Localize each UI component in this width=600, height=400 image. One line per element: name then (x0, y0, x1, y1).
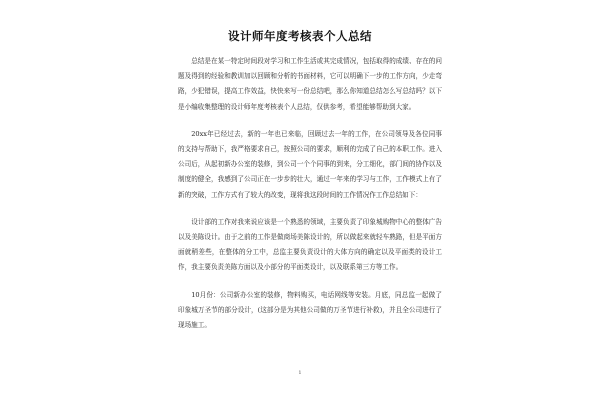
document-title: 设计师年度考核表个人总结 (228, 29, 372, 43)
paragraph-october: 10月份：公司新办公室的装修，物料购买，电话网线等安装。月底，同总监一起做了印象城万圣节的部分设计，(这部分是为其他公司做的万圣节进行补救)，并且全公司进行了现场施工。 (178, 290, 442, 330)
paragraph-review: 20xx年已经过去，新的一年也已来临，回顾过去一年的工作，在公司领导及各位同事的支持与帮助下，我严格要求自己，按照公司的要求，顺利的完成了自己的本职工作。进入公司后，从起初新办公室的装修，到公司一个个同事的到来，分工细化，部门间的协作以及制度的健全，我感到了公司正在一步步的壮大，通过一年来的学习与工作，工作模式上有了新的突破，工作方式有了较大的改变，现将我这段时间的工作情况作工作总结如下： (178, 129, 442, 199)
document-body (178, 54, 442, 345)
page-number: 1 (298, 370, 302, 376)
paragraph-design-dept: 设计部的工作对我来说应该是一个熟悉的领域，主要负责了印象城购物中心的整体广告以及美陈设计。由于之前的工作是做商场美陈设计的，所以做起来就轻车熟路，但是平面方面就稍差些，在整体的分工中，总监主要负责设计的大体方向的确定以及平面类的设计工作，我主要负责美陈方面以及小部分的平面类设计，以及联系第三方等工作。 (178, 217, 442, 272)
paragraph-intro: 总结是在某一特定时间段对学习和工作生活或其完成情况，包括取得的成绩、存在的问题及得到的经验和教训加以回顾和分析的书面材料，它可以明确下一步的工作方向，少走弯路，少犯错误，提高工作效益，快快来写一份总结吧，那么你知道总结怎么写总结吗？以下是小编收集整理的设计师年度考核表个人总结，仅供参考，希望能够帮助到大家。 (178, 57, 442, 111)
